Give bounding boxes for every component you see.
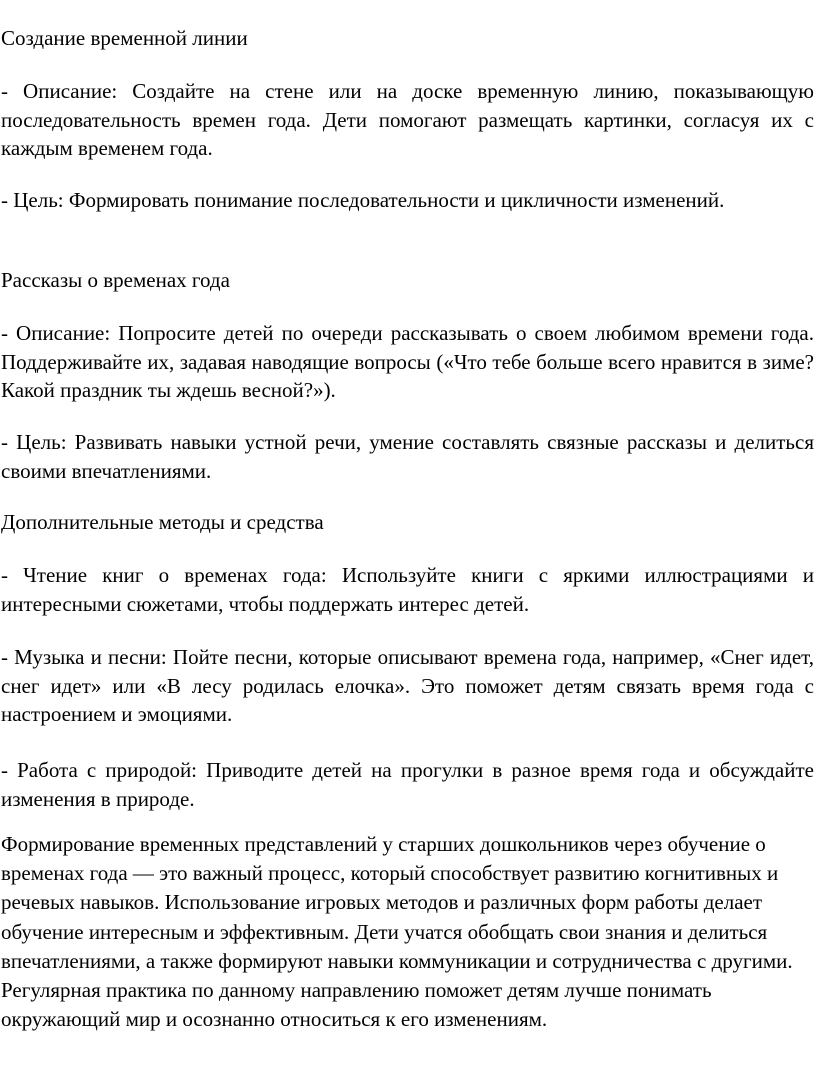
section-heading-timeline: Создание временной линии (1, 26, 248, 50)
section-heading-stories: Рассказы о временах года (1, 268, 230, 292)
timeline-description: - Описание: Создайте на стене или на доске временную линию, показывающую последовательность времен года. Дети помогают размещать картинки, согласуя их с каждым временем года. (1, 79, 814, 160)
timeline-goal: - Цель: Формировать понимание последовательности и цикличности изменений. (1, 188, 725, 212)
stories-goal: - Цель: Развивать навыки устной речи, умение составлять связные рассказы и делиться своими впечатлениями. (1, 430, 814, 483)
summary-paragraph: Формирование временных представлений у старших дошкольников через обучение о временах года — это важный процесс, который способствует развитию когнитивных и речевых навыков. Использование игровых методов и различных форм работы делает обучение интересным и эффективным. Дети учатся обобщать свои знания и делиться впечатлениями, а также формируют навыки коммуникации и сотрудничества с другими. Регулярная практика по данному направлению поможет детям лучше понимать окружающий мир и осознанно относиться к его изменениям. (1, 832, 793, 1032)
stories-description: - Описание: Попросите детей по очереди рассказывать о своем любимом времени года. Поддерживайте их, задавая наводящие вопросы («Что тебе больше всего нравится в зиме? Какой праздник ты ждешь весной?»). (1, 321, 814, 402)
section-heading-additional-methods: Дополнительные методы и средства (1, 510, 324, 534)
method-reading-books: - Чтение книг о временах года: Используйте книги с яркими иллюстрациями и интересными сюжетами, чтобы поддержать интерес детей. (1, 563, 814, 616)
method-music-songs: - Музыка и песни: Пойте песни, которые описывают времена года, например, «Снег идет, снег идет» или «В лесу родилась елочка». Это поможет детям связать время года с настроением и эмоциями. (1, 645, 814, 726)
method-nature-work: - Работа с природой: Приводите детей на прогулки в разное время года и обсуждайте изменения в природе. (1, 758, 814, 811)
